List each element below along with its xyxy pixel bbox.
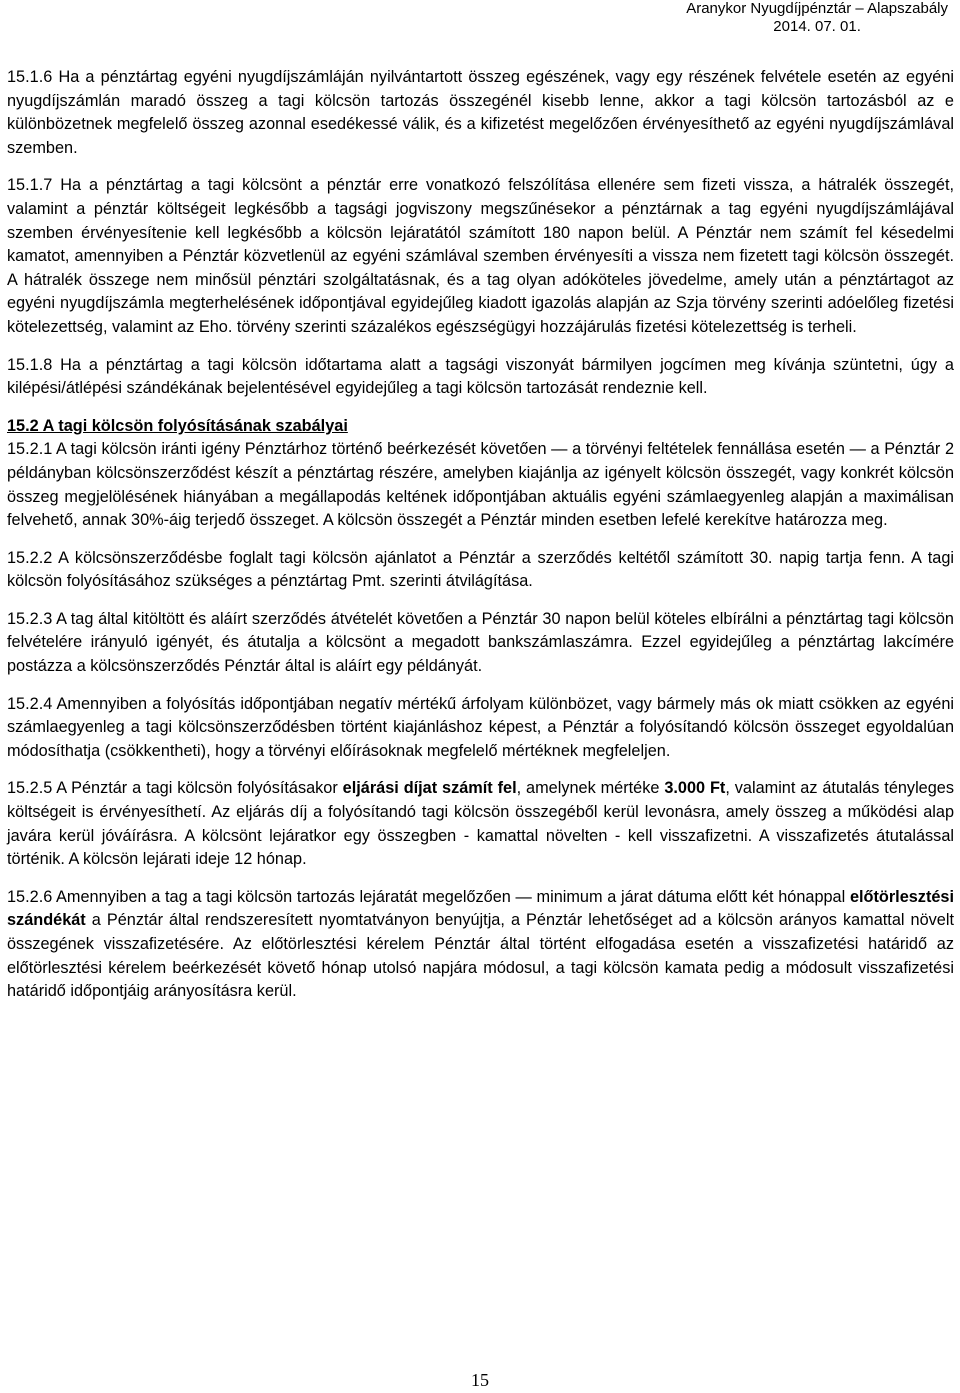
page-header: [686, 0, 948, 36]
paragraph-15-1-8: 15.1.8 Ha a pénztártag a tagi kölcsön időtartama alatt a tagsági viszonyát bármilyen jogcímen meg kívánja szüntetni, úgy a kilépési/átlépési szándékának bejelentésével egyidejűleg a tagi kölcsön tartozását rendeznie kell.: [7, 355, 954, 398]
paragraph-15-2-3: 15.2.3 A tag által kitöltött és aláírt szerződés átvételét követően a Pénztár 30 napon belül köteles elbírálni a pénztártag tagi kölcsön felvételére irányuló igényét, és átutalja a kölcsönt a megadott bankszámlaszámra. Ezzel egyidejűleg a pénztártag lakcímére postázza a kölcsönszerződés Pénztár által is aláírt egy példányát.: [7, 609, 954, 676]
p1525-bold-amount: 3.000 Ft: [664, 779, 726, 798]
paragraph-15-2-1: 15.2.1 A tagi kölcsön iránti igény Pénztárhoz történő beérkezését követően — a törvényi feltételek fennállása esetén — a Pénztár 2 példányban kölcsönszerződést készít a pénztártag részére, amelyben kiajánlja az igényelt kölcsön összegét, vagy konkrét kölcsön összeg megjelölésének hiányában a megállapodás keltének időpontjában aktuális egyéni számlaegyenleg alapján a maximálisan felvehető, annak 30%-áig terjedő összeget. A kölcsön összegét a Pénztár minden esetben lefelé kerekítve határozza meg.: [7, 440, 954, 530]
p1525-text-e: , valamint az átutalás tényleges költségeit is érvényesíthetí. Az eljárás díj a folyósítandó tagi kölcsön összegéből kerül levonásra, amely összeg a működési alap javára kerül jóváírásra. A kölcsönt lejáratkor egy összegben - kamattal növelten - kell visszafizetni. A visszafizetés átutalással történik. A kölcsön lejárati ideje 12 hónap.: [7, 779, 954, 869]
paragraph-15-2-6: [7, 886, 954, 1004]
p1526-bold-intent: előtörlesztési szándékát: [7, 887, 954, 930]
p1526-text-c: a Pénztár által rendszeresített nyomtatványon benyújtja, a Pénztár lehetőséget ad a kölcsön arányos kamattal növelt összegének visszafizetésére. Az előtörlesztési kérelem Pénztár által történt elfogadása esetén a visszafizetési határidő az előtörlesztési kérelem beérkezését követő hónap utolsó napjára módosul, a tagi kölcsön kamata pedig a módosult visszafizetési határidő időpontjáig arányosításra kerül.: [7, 911, 954, 1001]
paragraph-15-2-4: 15.2.4 Amennyiben a folyósítás időpontjában negatív mértékű árfolyam különbözet, vagy bármely más ok miatt csökken az egyéni számlaegyenleg a tagi kölcsönszerződésben történt kiajánláshoz képest, a Pénztár a folyósítandó kölcsön összeget egyoldalúan módosíthatja (csökkentheti), hogy a törvényi előírásoknak megfelelő mértéknek megfeleljen.: [7, 694, 954, 760]
header-date: 2014. 07. 01.: [773, 18, 861, 35]
header-title: Aranykor Nyugdíjpénztár – Alapszabály: [686, 0, 948, 17]
paragraph-15-1-7: 15.1.7 Ha a pénztártag a tagi kölcsönt a pénztár erre vonatkozó felszólítása ellenére sem fizeti vissza, a hátralék összegét, valamint a pénztár költségeit legkésőbb a tagsági jogviszony megszűnésekor a pénztárnak a tag egyéni nyugdíjszámlájával szemben érvényesítenie kell legkésőbb a kölcsön lejáratától számított 180 napon belül. A Pénztár nem számít fel késedelmi kamatot, amennyiben a Pénztár közvetlenül az egyéni számlával szemben érvényesíti a vissza nem fizetett tagi kölcsön összegét. A hátralék összege nem minősül pénztári szolgáltatásnak, és a tag olyan adóköteles jövedelme, amely után a pénztártagot az egyéni nyugdíjszámla megterhelésének időpontjával egyidejűleg kiadott igazolás alapján az Szja törvény szerinti adóelőleg fizetési kötelezettség, valamint az Eho. törvény szerinti százalékos egészségügyi hozzájárulás fizetési kötelezettség is terheli.: [7, 176, 954, 336]
page-number: 15: [471, 1370, 489, 1390]
section-heading-15-2: 15.2 A tagi kölcsön folyósításának szabályai: [7, 416, 348, 435]
paragraph-15-2-2: 15.2.2 A kölcsönszerződésbe foglalt tagi kölcsön ajánlatot a Pénztár a szerződés keltétől számított 30. napig tartja fenn. A tagi kölcsön folyósításához szükséges a pénztártag Pmt. szerinti átvilágítása.: [7, 548, 954, 591]
p1525-text-a: 15.2.5 A Pénztár a tagi kölcsön folyósításakor: [7, 779, 343, 798]
p1525-text-c: , amelynek mértéke: [516, 779, 665, 798]
paragraph-15-2-5: [7, 777, 954, 871]
paragraph-15-1-6: 15.1.6 Ha a pénztártag egyéni nyugdíjszámláján nyilvántartott összeg egészének, vagy egy részének felvétele esetén az egyéni nyugdíjszámlán maradó összeg a tagi kölcsön tartozás összegénél kisebb lenne, akkor a tagi kölcsön tartozásból az e különbözetnek megfelelő összeg azonnal esedékessé válik, és a kifizetést megelőzően érvényesíthető az egyéni nyugdíjszámlával szemben.: [7, 68, 954, 157]
p1526-text-a: 15.2.6 Amennyiben a tag a tagi kölcsön tartozás lejáratát megelőzően — minimum a járat dátuma előtt két hónappal: [7, 887, 850, 906]
document-body: [7, 66, 954, 1018]
p1525-bold-fee: eljárási díjat számít fel: [342, 779, 517, 798]
